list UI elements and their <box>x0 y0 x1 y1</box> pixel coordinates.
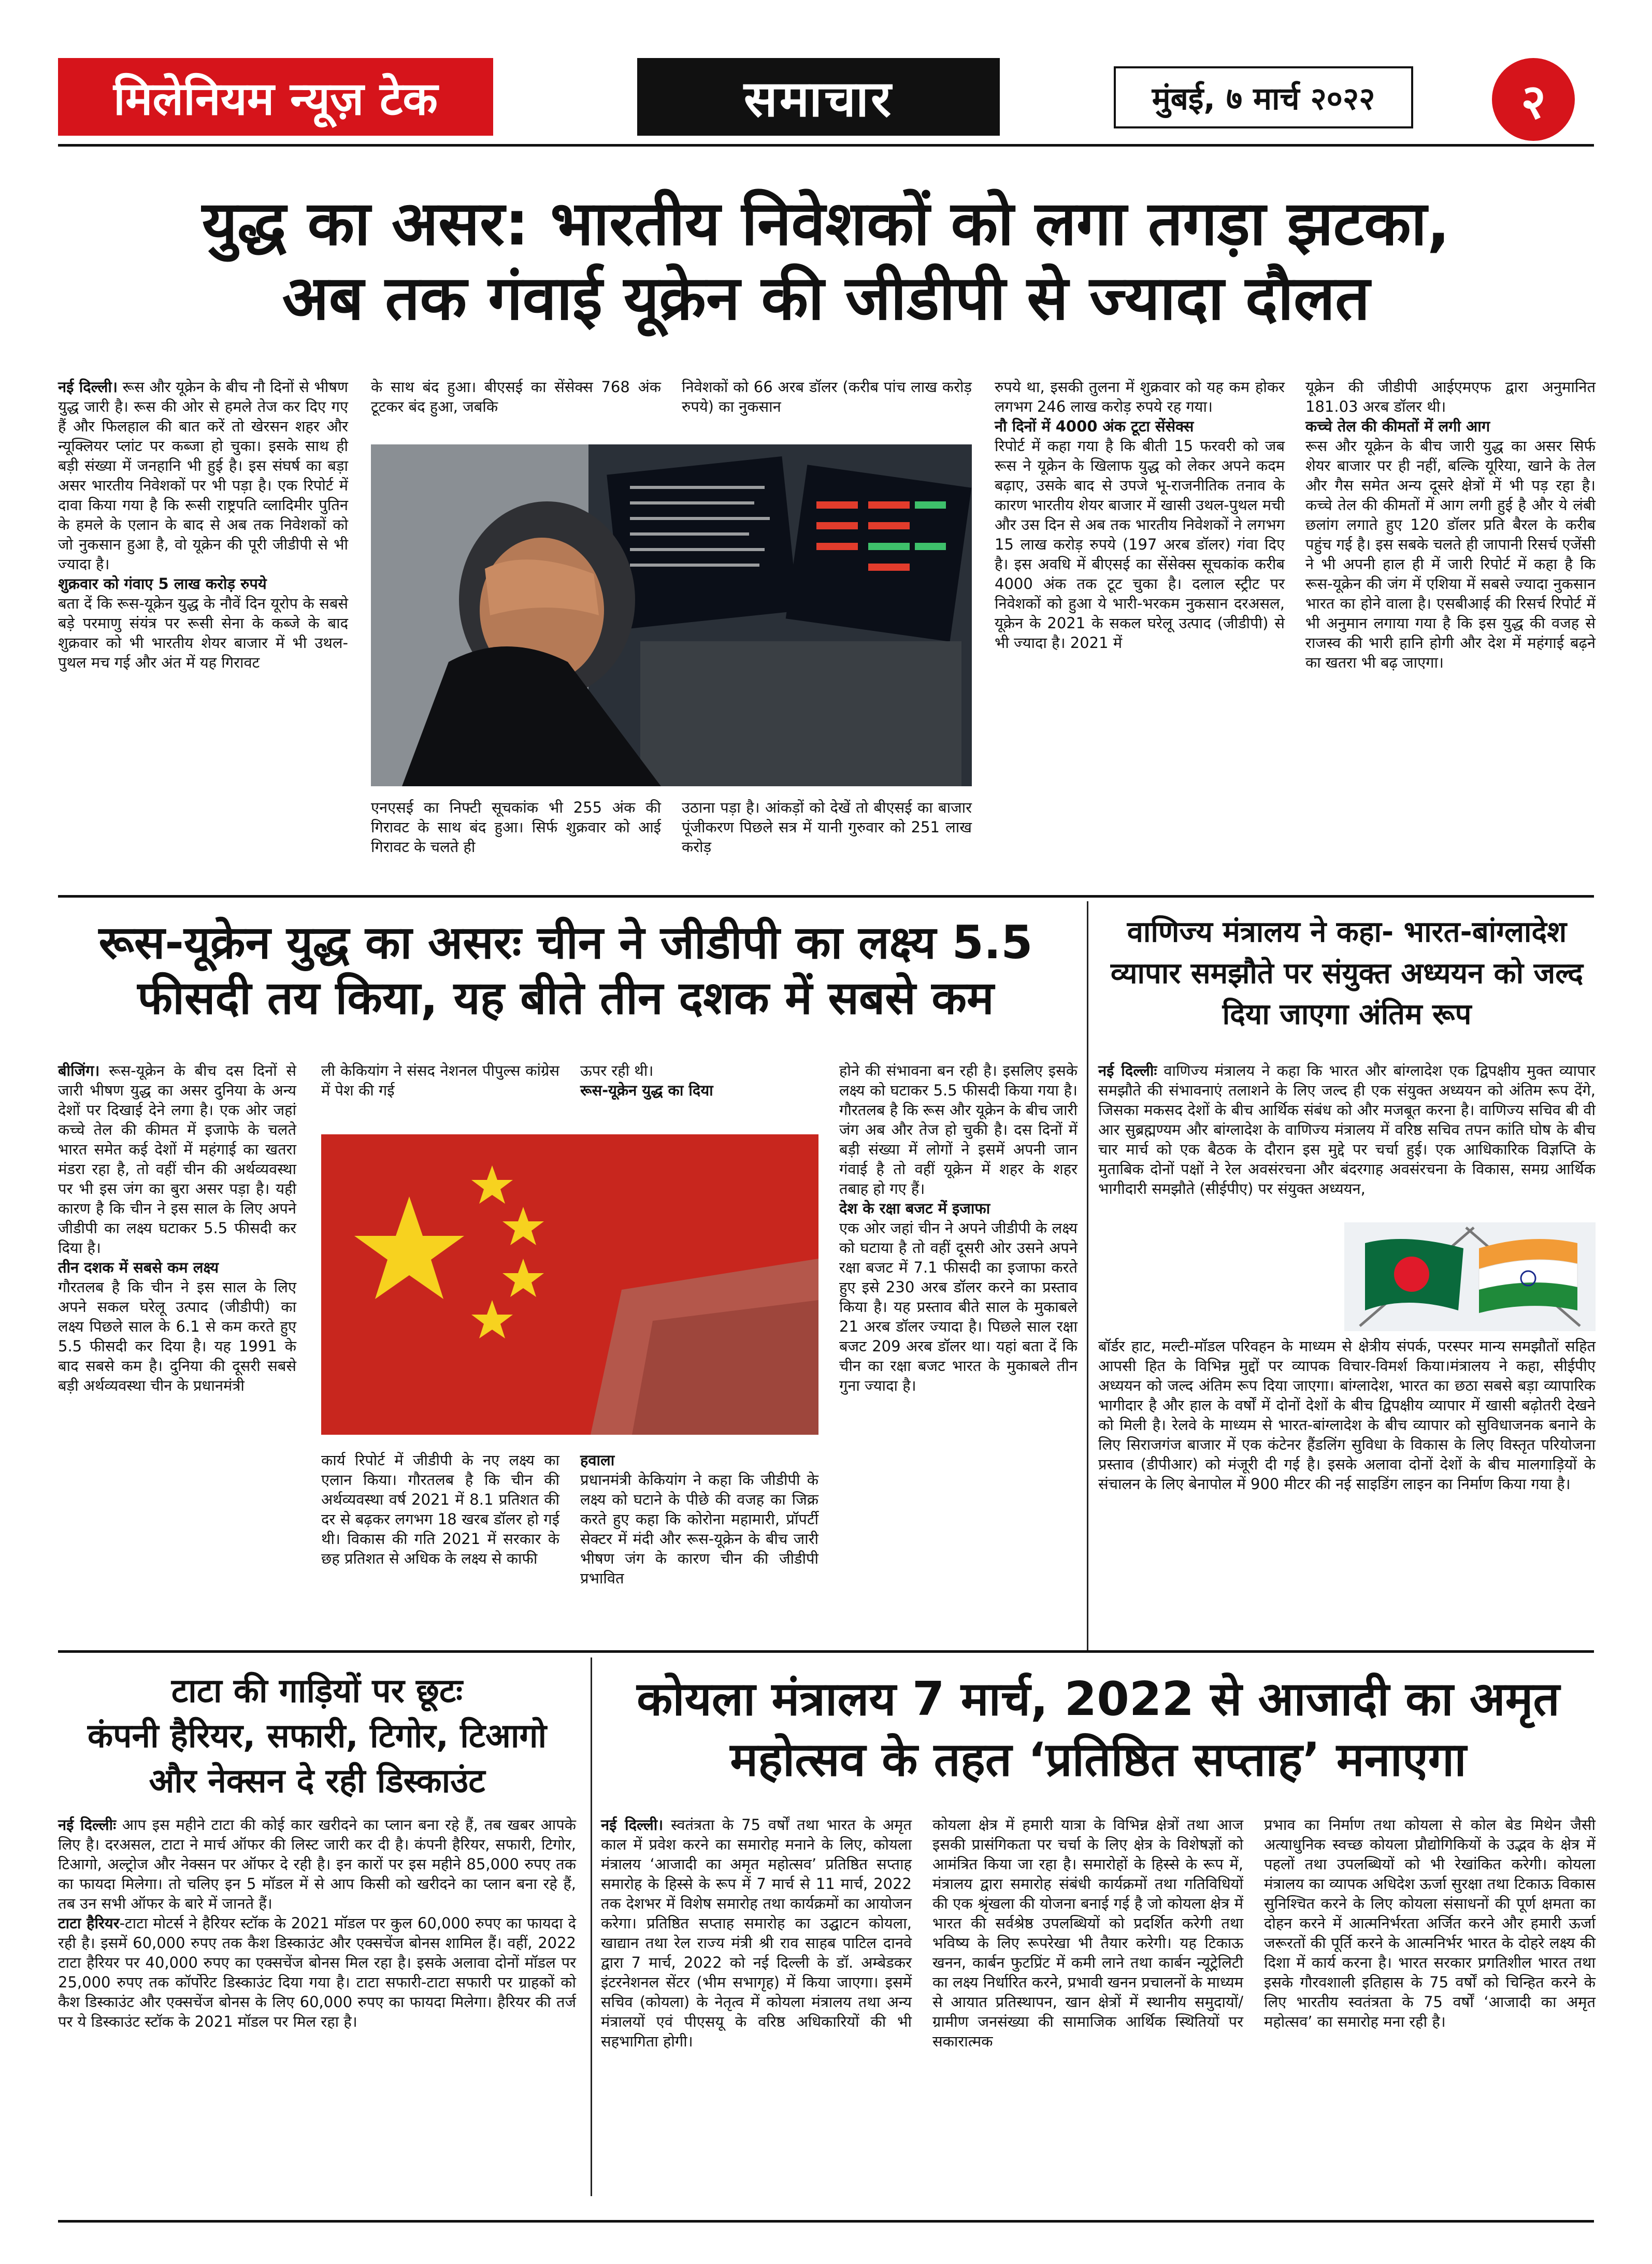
story1-col1-text2: बता दें कि रूस-यूक्रेन युद्ध के नौवें दिन यूरोप के सबसे बड़े परमाणु संयंत्र पर रूसी सेना के कब्जे के बाद शुक्रवार को भी भारतीय शेयर बाजार में भी उथल-पुथल मच गई और अंत में यह गिरावट <box>58 595 348 671</box>
story4-text2: -टाटा मोटर्स ने हैरियर स्टॉक के 2021 मॉडल पर कुल 60,000 रुपए का फायदा दे रही है। इसमें 60,000 रुपए तक कैश डिस्काउंट और एक्सचेंज बोनस शामिल हैं। वहीं, 2022 टाटा हैरियर पर 40,000 रुपए का एक्सचेंज बोनस मिल रहा है। इसके अलावा दोनों मॉडल पर 25,000 रुपए तक कॉर्पोरेट डिस्काउंट दिया गया है। टाटा सफारी-टाटा सफारी पर ग्राहकों को कैश डिस्काउंट और एक्सचेंज बोनस के लिए 60,000 रुपए का फायदा मिलेगा। हैरियर की तर्ज पर ये डिस्काउंट स्टॉक के 2021 मॉडल पर मिल रहा है। <box>58 1914 576 2030</box>
story3-flags-photo <box>1344 1222 1596 1331</box>
story2-col3-bottom-text: प्रधानमंत्री केकियांग ने कहा कि जीडीपी के लक्ष्य को घटाने के पीछे की वजह का जिक्र करते हुए कहा कि कोरोना महामारी, प्रॉपर्टी सेक्टर में मंदी और रूस-यूक्रेन के बीच जारी भीषण जंग के कारण चीन की जीडीपी प्रभावित <box>580 1471 818 1587</box>
story2-subhead-2b: हवाला <box>580 1451 615 1469</box>
story5-headline-line1: कोयला मंत्रालय 7 मार्च, 2022 से आजादी का अमृत <box>637 1672 1560 1726</box>
story2-dateline: बीजिंग। <box>58 1062 100 1079</box>
story1-col4-text2: रिपोर्ट में कहा गया है कि बीती 15 फरवरी को जब रूस ने यूक्रेन के खिलाफ युद्ध को लेकर अपने कदम बढ़ाए, उसके बाद से उपजे भू-राजनीतिक तनाव के कारण भारतीय शेयर बाजार में खासी उथल-पुथल मची और उस दिन से अब तक भारतीय निवेशकों ने लगभग 15 लाख करोड़ रुपये (197 अरब डॉलर) गंवा दिए है। इस अवधि में बीएसई का सेंसेक्स सूचकांक करीब 4000 अंक तक टूट चुका है। दलाल स्ट्रीट पर निवेशकों को हुआ ये भारी-भरकम नुकसान दरअसल, यूक्रेन के 2021 के सकल घरेलू उत्पाद (जीडीपी) से भी ज्यादा है। 2021 में <box>995 437 1285 652</box>
story1-photo-text-right: उठाना पड़ा है। आंकड़ों को देखें तो बीएसई का बाजार पूंजीकरण पिछले सत्र में यानी गुरुवार को 251 लाख करोड़ <box>682 799 972 856</box>
story1-column-1 <box>58 377 348 672</box>
story1-col2-top: के साथ बंद हुआ। बीएसई का सेंसेक्स 768 अंक टूटकर बंद हुआ, जबकि <box>371 378 661 415</box>
story3-body-bottom: बॉर्डर हाट, मल्टी-मॉडल परिवहन के माध्यम से क्षेत्रीय संपर्क, परस्पर मान्य समझौतों सहित आपसी हित के विभिन्न मुद्दों पर व्यापक विचार-विमर्श किया।मंत्रालय ने कहा, सीईपीए अध्ययन को जल्द अंतिम रूप दिया जाएगा। बांग्लादेश, भारत का छठा सबसे बड़ा व्यापारिक भागीदार है और हाल के वर्षों में दोनों देशों के बीच द्विपक्षीय व्यापार में खासी बढ़ोतरी देखने को मिली है। रेलवे के माध्यम से भारत-बांग्लादेश के बीच व्यापार को सुविधाजनक बनाने के लिए सिराजगंज बाजार में एक कंटेनर हैंडलिंग सुविधा के विकास के लिए विस्तृत परियोजना प्रस्ताव (डीपीआर) को मंजूरी दी गई है। इसके अलावा दोनों देशों के बीच मालगाड़ियों के संचालन के लिए बेनापोल में 900 मीटर की नई साइडिंग लाइन का निर्माण किया गया है। <box>1098 1337 1596 1493</box>
story2-col1-text1: रूस-यूक्रेन के बीच दस दिनों से जारी भीषण युद्ध का असर दुनिया के अन्य देशों पर दिखाई देने लगा है। एक ओर जहां कच्चे तेल की कीमत में इजाफे के चलते भारत समेत कई देशों में महंगाई का खतरा मंडरा रहा है, तो वहीं चीन की अर्थव्यवस्था पर भी इस जंग का बुरा असर पड़ा है। यही कारण है कि चीन ने इस साल के लिए अपने जीडीपी का लक्ष्य घटाकर 5.5 फीसदी कर दिया है। <box>58 1062 296 1257</box>
story1-column-5 <box>1305 377 1596 672</box>
masthead-rule <box>58 144 1594 147</box>
story5-headline-line2: महोत्सव के तहत ‘प्रतिष्ठित सप्ताह’ मनाएगा <box>730 1733 1467 1787</box>
story1-subhead-1: शुक्रवार को गंवाए 5 लाख करोड़ रुपये <box>58 575 267 593</box>
story1-col1-text1: रूस और यूक्रेन के बीच नौ दिनों से भीषण युद्ध जारी है। रूस की ओर से हमले तेज कर दिए गए हैं और फिलहाल की बात करें तो खेरसन शहर और न्यूक्लियर प्लांट पर कब्जा हो चुका। इसके साथ ही बड़ी संख्या में जनहानि भी हुई है। इस संघर्ष का बड़ा असर भारतीय निवेशकों पर भी पड़ा है। एक रिपोर्ट में दावा किया गया है कि रूसी राष्ट्रपति व्लादिमीर पुतिन के हमले के एलान के बाद से अब तक निवेशकों को जो नुकसान हुआ है, वो यूक्रेन की पूरी जीडीपी से भी ज्यादा है। <box>58 378 348 573</box>
story5-column-2: कोयला क्षेत्र में हमारी यात्रा के विभिन्न क्षेत्रों तथा आज इसकी प्रासंगिकता पर चर्चा के लिए क्षेत्र के विशेषज्ञों को आमंत्रित किया जा रहा है। समारोहों के हिस्से के रूप में, मंत्रालय द्वारा समारोह संबंधी कार्यक्रमों तथा गतिविधियों की एक श्रृंखला की योजना बनाई गई है जो कोयला क्षेत्र में भारत की सर्वश्रेष्ठ उपलब्धियों को प्रदर्शित करेगी तथा भविष्य के लिए रूपरेखा भी तैयार करेगी। यह टिकाऊ खनन, कार्बन फुटप्रिंट में कमी लाने तथा कार्बन न्यूट्रेलिटी का लक्ष्य निर्धारित करने, प्रभावी खनन प्रचालनों के माध्यम से आयात प्रतिस्थापन, खान क्षेत्रों में स्थानीय समुदायों/ग्रामीण जनसंख्या की सामाजिक आर्थिक स्थितियों पर सकारात्मक <box>932 1816 1243 2050</box>
story1-dateline: नई दिल्ली। <box>58 378 118 396</box>
story4-text1: आप इस महीने टाटा की कोई कार खरीदने का प्लान बना रहे हैं, तब खबर आपके लिए है। दरअसल, टाटा ने मार्च ऑफर की लिस्ट जारी कर दी है। कंपनी हैरियर, सफारी, टिगोर, टिआगो, अल्ट्रोज और नेक्सन पर ऑफर दे रही है। इन कारों पर इस महीने 85,000 रुपए तक का फायदा मिलेगा। तो चलिए इन 5 मॉडल में से आप किसी को खरीदने का प्लान बना रहे हैं, तब उन सभी ऑफर के बारे में जानते हैं। <box>58 1816 577 1912</box>
india-bangladesh-flags-illustration <box>1344 1222 1596 1331</box>
story1-bottom-rule <box>58 895 1594 898</box>
story2-subhead-3: देश के रक्षा बजट में इजाफा <box>839 1200 990 1217</box>
column-divider-bottom <box>591 1657 592 2196</box>
story2-subhead-1: तीन दशक में सबसे कम लक्ष्य <box>58 1259 219 1276</box>
story3-headline: वाणिज्य मंत्रालय ने कहा- भारत-बांग्लादेश व्यापार समझौते पर संयुक्त अध्ययन को जल्द दिया जाएगा अंतिम रूप <box>1110 915 1584 1032</box>
masthead-brand: मिलेनियम न्यूज़ टेक <box>58 58 493 136</box>
story1-headline <box>58 186 1594 336</box>
story4-subhead: टाटा हैरियर <box>58 1914 120 1932</box>
story2-photo <box>321 1134 818 1435</box>
story3-body-top <box>1098 1061 1596 1199</box>
story2-column-4 <box>839 1061 1078 1395</box>
story5-column-1 <box>601 1815 912 2051</box>
story5-dateline: नई दिल्ली। <box>601 1816 664 1834</box>
story1-subhead-3: कच्चे तेल की कीमतों में लगी आग <box>1305 417 1490 435</box>
story2-col4-text2: एक ओर जहां चीन ने अपने जीडीपी के लक्ष्य को घटाया है तो वहीं दूसरी ओर उसने अपने रक्षा बजट में 7.1 फीसदी का इजाफा करते हुए इसे 230 अरब डॉलर करने का प्रस्ताव किया है। यह प्रस्ताव बीते साल के मुकाबले 21 अरब डॉलर ज्यादा है। पिछले साल रक्षा बजट 209 अरब डॉलर था। यहां बता दें कि चीन का रक्षा बजट भारत के मुकाबले तीन गुना ज्यादा है। <box>839 1219 1078 1394</box>
story5-headline <box>601 1669 1596 1790</box>
story2-subhead-2a: रूस-यूक्रेन युद्ध का दिया <box>580 1081 713 1099</box>
story2-headline <box>58 915 1073 1026</box>
page-number: २ <box>1492 58 1575 141</box>
story3-dateline: नई दिल्लीः <box>1098 1062 1157 1079</box>
story2-col1-text2: गौरतलब है कि चीन ने इस साल के लिए अपने सकल घरेलू उत्पाद (जीडीपी) का लक्ष्य पिछले साल के 6.1 से कम करते हुए 5.5 फीसदी कर दिया है। यह 1991 के बाद सबसे कम है। दुनिया की दूसरी सबसे बड़ी अर्थव्यवस्था चीन के प्रधानमंत्री <box>58 1278 296 1394</box>
china-flag-illustration <box>321 1134 818 1435</box>
page-bottom-rule <box>58 2220 1594 2223</box>
story4-headline-line3: और नेक्सन दे रही डिस्काउंट <box>149 1762 485 1801</box>
story2-bottom-rule <box>58 1650 1594 1653</box>
story1-subhead-2: नौ दिनों में 4000 अंक टूटा सेंसेक्स <box>995 417 1194 435</box>
story2-col3-bottom <box>580 1450 818 1588</box>
story4-dateline: नई दिल्लीः <box>58 1816 117 1834</box>
story1-headline-line1: युद्ध का असर: भारतीय निवेशकों को लगा तगड़ा झटका, <box>202 188 1450 259</box>
stock-trader-photo-illustration <box>371 444 972 786</box>
story3-text-top: वाणिज्य मंत्रालय ने कहा कि भारत और बांग्लादेश एक द्विपक्षीय मुक्त व्यापार समझौते की संभावनाएं तलाशने के लिए जल्द ही एक संयुक्त अध्ययन को अंतिम रूप देंगे, जिसका मकसद देशों के बीच आर्थिक संबंध को और मजबूत करना है। वाणिज्य सचिव बी वी आर सुब्रह्मण्यम और बांग्लादेश के वाणिज्य मंत्रालय में वरिष्ठ सचिव तपन कांति घोष के बीच चार मार्च को एक बैठक के दौरान इस मुद्दे पर चर्चा हुई। एक आधिकारिक विज्ञप्ति के मुताबिक दोनों पक्षों ने रेल अवसंरचना और बंदरगाह अवसंरचना के विकास, समग्र आर्थिक भागीदारी समझौते (सीईपीए) पर संयुक्त अध्ययन, <box>1098 1062 1596 1198</box>
story2-col4-text1: होने की संभावना बन रही है। इसलिए इसके लक्ष्य को घटाकर 5.5 फीसदी किया गया है। गौरतलब है कि रूस और यूक्रेन के बीच जारी जंग अब और तेज हो चुकी है। दस दिनों में बड़ी संख्या में लोगों ने इसमें अपनी जान गंवाई है तो वहीं यूक्रेन में शहर के शहर तबाह हो गए हैं। <box>839 1062 1078 1198</box>
section-label: समाचार <box>637 58 1000 136</box>
story1-col3-top: निवेशकों को 66 अरब डॉलर (करीब पांच लाख करोड़ रुपये) का नुकसान <box>682 378 972 415</box>
story5-column-3: प्रभाव का निर्माण तथा कोयला से कोल बेड मिथेन जैसी अत्याधुनिक स्वच्छ कोयला प्रौद्योगिकियों के उद्भव के क्षेत्र में पहलों तथा उपलब्धियों को भी रेखांकित करेगी। कोयला मंत्रालय का व्यापक अधिदेश ऊर्जा सुरक्षा तथा टिकाऊ विकास सुनिश्चित करने के लिए कोयला संसाधनों की पूर्ण क्षमता का दोहन करने में आत्मनिर्भरता अर्जित करने और हमारी ऊर्जा जरूरतों की पूर्ति करने के आत्मनिर्भर भारत के दोहरे लक्ष्य की दिशा में कार्य करना है। भारत सरकार प्रगतिशील भारत तथा इसके गौरवशाली इतिहास के 75 वर्षों को चिन्हित करने के लिए भारतीय स्वतंत्रता के 75 वर्षों ‘आजादी का अमृत महोत्सव’ का समारोह मना रही है। <box>1264 1816 1596 2030</box>
story1-col4-text1: रुपये था, इसकी तुलना में शुक्रवार को यह कम होकर लगभग 246 लाख करोड़ रुपये रह गया। <box>995 378 1285 415</box>
masthead-dateline: मुंबई, ७ मार्च २०२२ <box>1114 66 1413 128</box>
story1-col5-text1: यूक्रेन की जीडीपी आईएमएफ द्वारा अनुमानित 181.03 अरब डॉलर थी। <box>1305 378 1596 415</box>
story2-headline-line1: रूस-यूक्रेन युद्ध का असरः चीन ने जीडीपी का लक्ष्य 5.5 <box>98 916 1033 969</box>
story2-headline-line2: फीसदी तय किया, यह बीते तीन दशक में सबसे कम <box>137 971 994 1025</box>
story1-column-4 <box>995 377 1285 653</box>
story2-col3-top-text: ऊपर रही थी। <box>580 1062 654 1079</box>
story2-col2-bottom: कार्य रिपोर्ट में जीडीपी के नए लक्ष्य का एलान किया। गौरतलब है कि चीन की अर्थव्यवस्था वर्ष 2021 में 8.1 प्रतिशत की दर से बढ़कर लगभग 18 खरब डॉलर हो गई थी। विकास की गति 2021 में सरकार के छह प्रतिशत से अधिक के लक्ष्य से काफी <box>321 1451 559 1567</box>
story1-photo <box>371 444 972 786</box>
story2-col2-top: ली केकियांग ने संसद नेशनल पीपुल्स कांग्रेस में पेश की गई <box>321 1062 559 1099</box>
story5-col1-text: स्वतंत्रता के 75 वर्षों तथा भारत के अमृत काल में प्रवेश करने का समारोह मनाने के लिए, कोयला मंत्रालय ‘आजादी का अमृत महोत्सव’ प्रतिष्ठित सप्ताह समारोह के हिस्से के रूप में 7 मार्च से 11 मार्च, 2022 तक देशभर में विशेष समारोह तथा कार्यक्रमों का आयोजन करेगा। प्रतिष्ठित सप्ताह समारोह का उद्घाटन कोयला, खाद्यान तथा रेल राज्य मंत्री श्री राव साहब पाटिल दानवे द्वारा 7 मार्च, 2022 को नई दिल्ली के डॉ. अम्बेडकर इंटरनेशनल सेंटर (भीम सभागृह) में किया जाएगा। इसमें सचिव (कोयला) के नेतृत्व में कोयला मंत्रालय तथा अन्य मंत्रालयों एवं पीएसयू के वरिष्ठ अधिकारियों की भी सहभागिता होगी। <box>601 1816 912 2050</box>
story1-headline-line2: अब तक गंवाई यूक्रेन की जीडीपी से ज्यादा दौलत <box>282 262 1370 334</box>
story2-col3-top <box>580 1061 818 1100</box>
story4-body <box>58 1815 576 2031</box>
story4-headline-line2: कंपनी हैरियर, सफारी, टिगोर, टिआगो <box>87 1717 547 1756</box>
story2-column-1 <box>58 1061 296 1395</box>
story4-headline <box>58 1669 576 1804</box>
story1-photo-text-left: एनएसई का निफ्टी सूचकांक भी 255 अंक की गिरावट के साथ बंद हुआ। सिर्फ शुक्रवार को आई गिरावट के चलते ही <box>371 799 661 856</box>
column-divider <box>1087 901 1088 1652</box>
story4-headline-line1: टाटा की गाड़ियों पर छूटः <box>171 1672 463 1710</box>
story1-col5-text2: रूस और यूक्रेन के बीच जारी युद्ध का असर सिर्फ शेयर बाजार पर ही नहीं, बल्कि यूरिया, खाने के तेल और गैस समेत अन्य दूसरे क्षेत्रों में भी पड़ रहा है। कच्चे तेल की कीमतों में आग लगी हुई है और ये लंबी छलांग लगाते हुए 120 डॉलर प्रति बैरल के करीब पहुंच गई है। इस सबके चलते ही जापानी रिसर्च एजेंसी ने भी अपनी हाल ही में जारी रिपोर्ट में कहा है कि रूस-यूक्रेन की जंग में एशिया में सबसे ज्यादा नुकसान भारत का होने वाला है। एसबीआई की रिसर्च रिपोर्ट में भी अनुमान लगाया गया है कि इस युद्ध की वजह से राजस्व की भारी हानि होगी और देश में महंगाई बढ़ने का खतरा भी बढ़ जाएगा। <box>1305 437 1596 671</box>
